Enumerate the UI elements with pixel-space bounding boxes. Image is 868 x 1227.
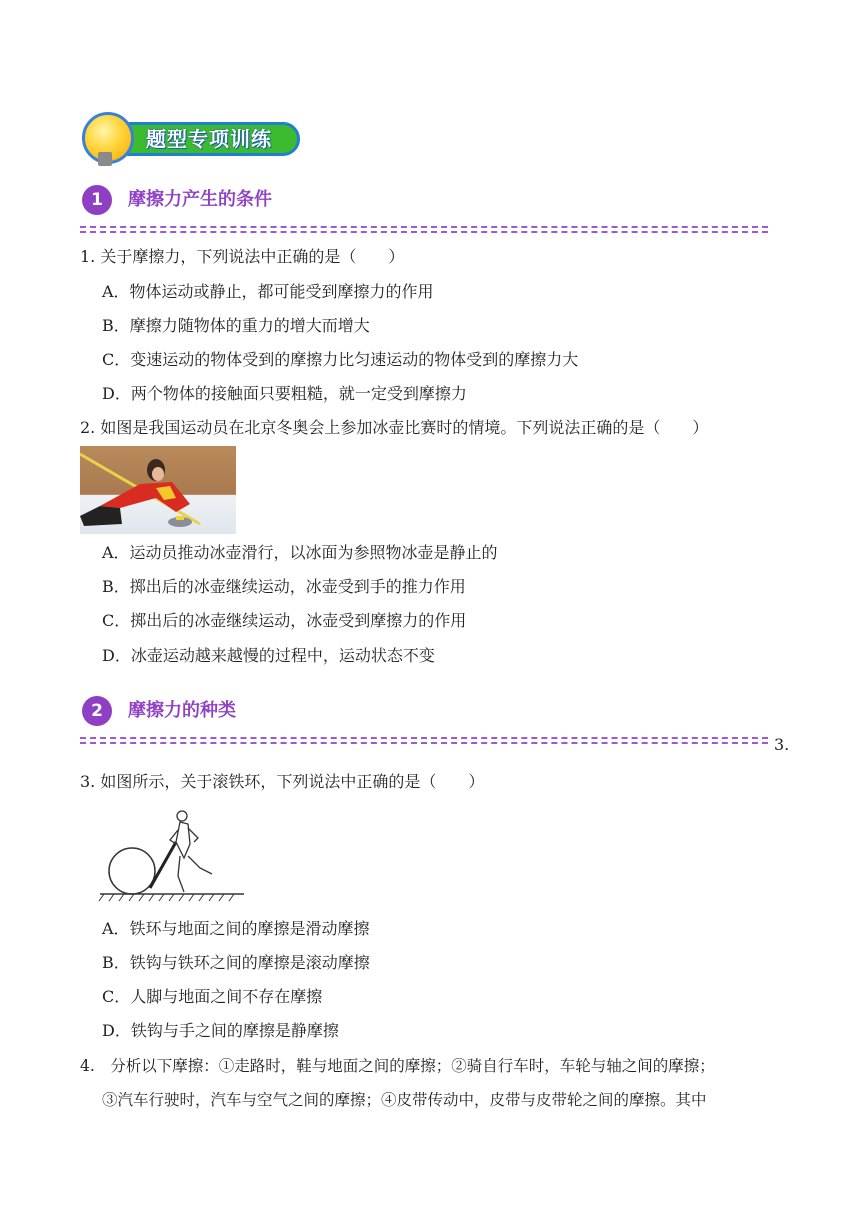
section-title-1: 摩擦力产生的条件 xyxy=(128,189,272,210)
question-1-option-b: B．摩擦力随物体的重力的增大而增大 xyxy=(102,316,370,335)
section-number-2: 2 xyxy=(82,696,112,726)
question-2-option-d: D．冰壶运动越来越慢的过程中，运动状态不变 xyxy=(102,646,435,665)
question-4-stem-line-2: ③汽车行驶时，汽车与空气之间的摩擦；④皮带传动中，皮带与皮带轮之间的摩擦。其中 xyxy=(102,1091,707,1109)
question-3-option-b: B．铁钩与铁环之间的摩擦是滚动摩擦 xyxy=(102,953,370,972)
lightbulb-base-icon xyxy=(98,152,112,166)
question-3-stem: 3. 如图所示，关于滚铁环，下列说法中正确的是（ ） xyxy=(80,772,485,791)
section-divider-1 xyxy=(80,226,768,233)
question-2-stem: 2. 如图是我国运动员在北京冬奥会上参加冰壶比赛时的情境。下列说法正确的是（ ） xyxy=(80,418,709,437)
question-2-option-b: B．掷出后的冰壶继续运动，冰壶受到手的推力作用 xyxy=(102,577,466,596)
question-4-stem-line-1: 4. 分析以下摩擦：①走路时，鞋与地面之间的摩擦；②骑自行车时，车轮与轴之间的摩擦； xyxy=(80,1057,715,1075)
banner-label: 题型专项训练 xyxy=(146,127,272,151)
question-1-option-a: A．物体运动或静止，都可能受到摩擦力的作用 xyxy=(102,282,434,301)
question-2-option-a: A．运动员推动冰壶滑行，以冰面为参照物冰壶是静止的 xyxy=(102,543,498,562)
hoop-rolling-drawing xyxy=(98,806,246,906)
question-2-option-c: C．掷出后的冰壶继续运动，冰壶受到摩擦力的作用 xyxy=(102,611,467,630)
question-3-option-c: C．人脚与地面之间不存在摩擦 xyxy=(102,987,323,1006)
question-3-option-d: D．铁钩与手之间的摩擦是静摩擦 xyxy=(102,1021,339,1040)
section-divider-2 xyxy=(80,737,768,744)
question-3-option-a: A．铁环与地面之间的摩擦是滑动摩擦 xyxy=(102,919,370,938)
section-number-1: 1 xyxy=(82,185,112,215)
section-title-2: 摩擦力的种类 xyxy=(128,700,236,721)
section-banner xyxy=(82,112,300,164)
question-1-stem: 1. 关于摩擦力，下列说法中正确的是（ ） xyxy=(80,247,405,266)
question-1-option-d: D．两个物体的接触面只要粗糙，就一定受到摩擦力 xyxy=(102,384,467,403)
curling-photo xyxy=(80,446,236,534)
question-1-option-c: C．变速运动的物体受到的摩擦力比匀速运动的物体受到的摩擦力大 xyxy=(102,350,579,369)
banner-pill xyxy=(112,122,300,156)
stray-number-mark: 3. xyxy=(774,735,790,754)
